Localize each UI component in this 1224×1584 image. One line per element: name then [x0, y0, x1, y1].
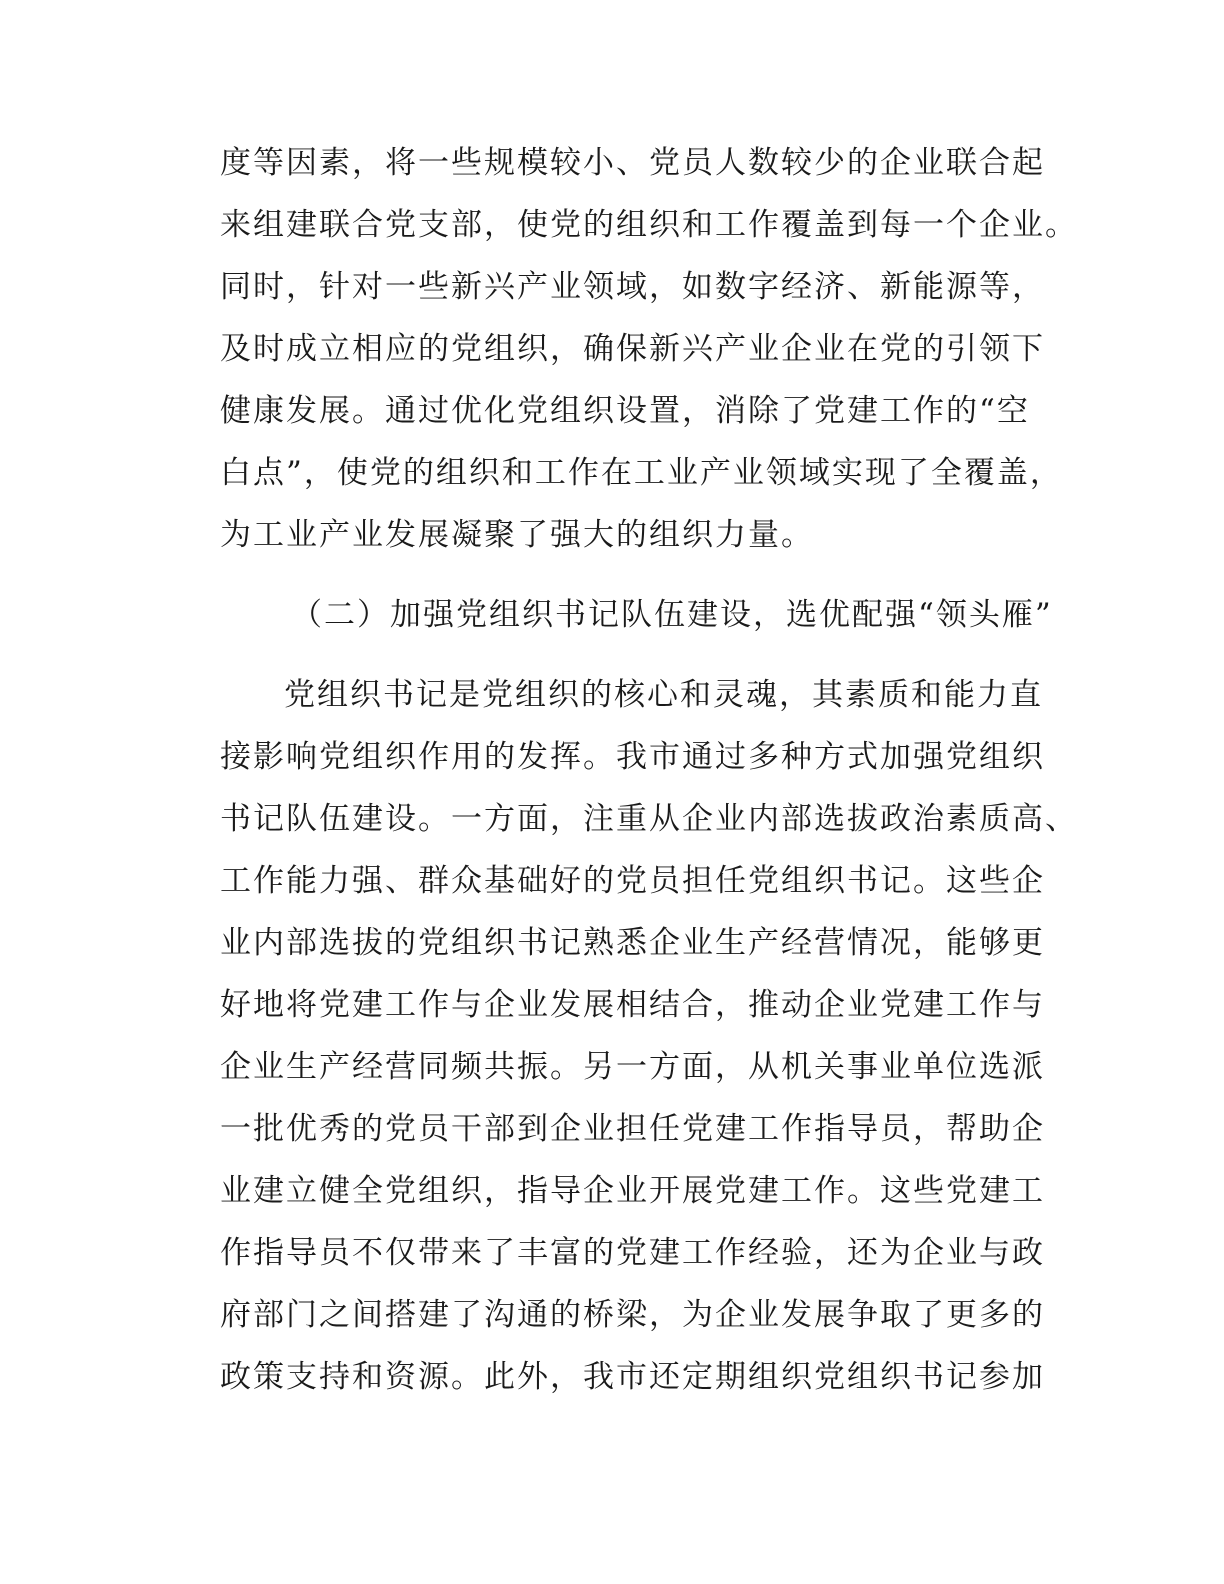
- paragraph-line: 接影响党组织作用的发挥。我市通过多种方式加强党组织: [220, 739, 1045, 775]
- paragraph-line: 同时，针对一些新兴产业领域，如数字经济、新能源等，: [220, 269, 1045, 305]
- paragraph-line: 度等因素，将一些规模较小、党员人数较少的企业联合起: [220, 145, 1045, 181]
- section-heading: （二）加强党组织书记队伍建设，选优配强“领头雁”: [291, 597, 1053, 633]
- paragraph-line: 好地将党建工作与企业发展相结合，推动企业党建工作与: [220, 987, 1045, 1023]
- paragraph-line: 及时成立相应的党组织，确保新兴产业企业在党的引领下: [220, 331, 1045, 367]
- paragraph-line: 党组织书记是党组织的核心和灵魂，其素质和能力直: [284, 677, 1043, 713]
- paragraph-line: 工作能力强、群众基础好的党员担任党组织书记。这些企: [220, 863, 1045, 899]
- paragraph-line: 白点”，使党的组织和工作在工业产业领域实现了全覆盖，: [220, 455, 1063, 491]
- paragraph-line: 业内部选拔的党组织书记熟悉企业生产经营情况，能够更: [220, 925, 1045, 961]
- paragraph-line: 业建立健全党组织，指导企业开展党建工作。这些党建工: [220, 1173, 1045, 1209]
- paragraph-line: 作指导员不仅带来了丰富的党建工作经验，还为企业与政: [220, 1235, 1045, 1271]
- paragraph-line: 企业生产经营同频共振。另一方面，从机关事业单位选派: [220, 1049, 1045, 1085]
- paragraph-line: 为工业产业发展凝聚了强大的组织力量。: [220, 517, 814, 553]
- paragraph-line: 一批优秀的党员干部到企业担任党建工作指导员，帮助企: [220, 1111, 1045, 1147]
- paragraph-line: 来组建联合党支部，使党的组织和工作覆盖到每一个企业。: [220, 207, 1078, 243]
- paragraph-line: 政策支持和资源。此外，我市还定期组织党组织书记参加: [220, 1359, 1045, 1395]
- paragraph-line: 府部门之间搭建了沟通的桥梁，为企业发展争取了更多的: [220, 1297, 1045, 1333]
- paragraph-line: 健康发展。通过优化党组织设置，消除了党建工作的“空: [220, 393, 1030, 429]
- paragraph-line: 书记队伍建设。一方面，注重从企业内部选拔政治素质高、: [220, 801, 1078, 837]
